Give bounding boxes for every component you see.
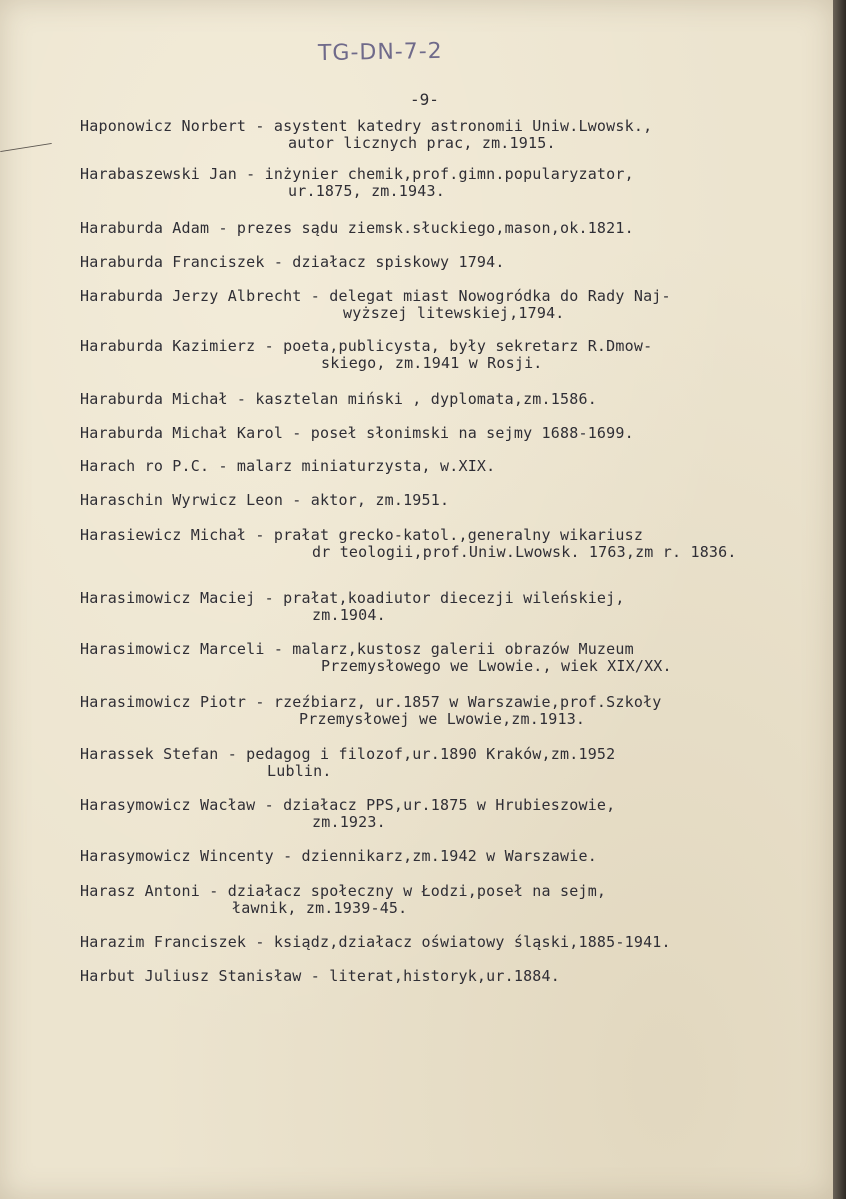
entry-haraburda-adam [80,220,634,237]
entry-haraburda-michal-karol [80,425,634,442]
entry-harasimowicz-marceli [80,641,672,675]
entry-continuation: Lublin. [267,762,332,780]
entry-harbut [80,968,560,985]
entry-continuation: dr teologii,prof.Uniw.Lwowsk. 1763,zm r. 1836. [312,543,737,561]
entry-line: Harach ro P.C. - malarz miniaturzysta, w.XIX. [80,457,496,475]
entry-line: Harasz Antoni - działacz społeczny w Łodzi,poseł na sejm, [80,882,607,900]
entry-harasimowicz-maciej [80,590,625,624]
entry-harasimowicz-piotr [80,694,662,728]
entry-line: Harabaszewski Jan - inżynier chemik,prof.gimn.popularyzator, [80,165,634,183]
margin-mark [0,143,52,152]
entry-harasymowicz-wincenty [80,848,597,865]
entry-line: Harasimowicz Piotr - rzeźbiarz, ur.1857 w Warszawie,prof.Szkoły [80,693,662,711]
entry-haraburda-kazimierz [80,338,652,372]
entry-haraschin [80,492,449,509]
entry-continuation: ławnik, zm.1939-45. [232,899,408,917]
entry-line: Haraschin Wyrwicz Leon - aktor, zm.1951. [80,491,450,509]
entry-line: Harasymowicz Wacław - działacz PPS,ur.1875 w Hrubieszowie, [80,796,616,814]
entry-haponowicz [80,118,652,152]
entry-haraburda-franciszek [80,254,505,271]
entry-harasz [80,883,606,917]
entry-harabaszewski [80,166,634,200]
entry-line: Harasimowicz Maciej - prałat,koadiutor diecezji wileńskiej, [80,589,625,607]
entry-line: Haraburda Michał Karol - poseł słonimski na sejmy 1688-1699. [80,424,634,442]
entry-harach [80,458,495,475]
entry-continuation: skiego, zm.1941 w Rosji. [321,354,543,372]
entry-continuation: Przemysłowego we Lwowie., wiek XIX/XX. [321,657,672,675]
page-number: -9- [410,90,439,109]
entry-continuation: zm.1923. [312,813,386,831]
entry-line: Haraburda Kazimierz - poeta,publicysta, były sekretarz R.Dmow- [80,337,653,355]
entry-line: Harbut Juliusz Stanisław - literat,historyk,ur.1884. [80,967,560,985]
entry-line: Harassek Stefan - pedagog i filozof,ur.1890 Kraków,zm.1952 [80,745,616,763]
entry-line: Haraburda Michał - kasztelan miński , dyplomata,zm.1586. [80,390,597,408]
entry-line: Haponowicz Norbert - asystent katedry astronomii Uniw.Lwowsk., [80,117,653,135]
entry-continuation: ur.1875, zm.1943. [288,182,445,200]
entry-line: Harasiewicz Michał - prałat grecko-katol.,generalny wikariusz [80,526,644,544]
entry-line: Haraburda Jerzy Albrecht - delegat miast Nowogródka do Rady Naj- [80,287,671,305]
entry-continuation: Przemysłowej we Lwowie,zm.1913. [299,710,586,728]
entry-continuation: zm.1904. [312,606,386,624]
entry-line: Harasimowicz Marceli - malarz,kustosz galerii obrazów Muzeum [80,640,634,658]
entry-harasiewicz [80,527,737,561]
entry-line: Haraburda Adam - prezes sądu ziemsk.słuckiego,mason,ok.1821. [80,219,634,237]
entry-continuation: wyższej litewskiej,1794. [343,304,565,322]
archive-signature: TG-DN-7-2 [317,38,443,67]
entry-line: Harasymowicz Wincenty - dziennikarz,zm.1942 w Warszawie. [80,847,597,865]
entry-harasymowicz-waclaw [80,797,615,831]
entry-line: Haraburda Franciszek - działacz spiskowy 1794. [80,253,505,271]
entry-line: Harazim Franciszek - ksiądz,działacz oświatowy śląski,1885-1941. [80,933,671,951]
entry-continuation: autor licznych prac, zm.1915. [288,134,556,152]
entry-haraburda-michal [80,391,597,408]
entry-harazim [80,934,671,951]
entry-haraburda-jerzy [80,288,671,322]
page-edge [833,0,846,1199]
entry-harassek [80,746,615,780]
